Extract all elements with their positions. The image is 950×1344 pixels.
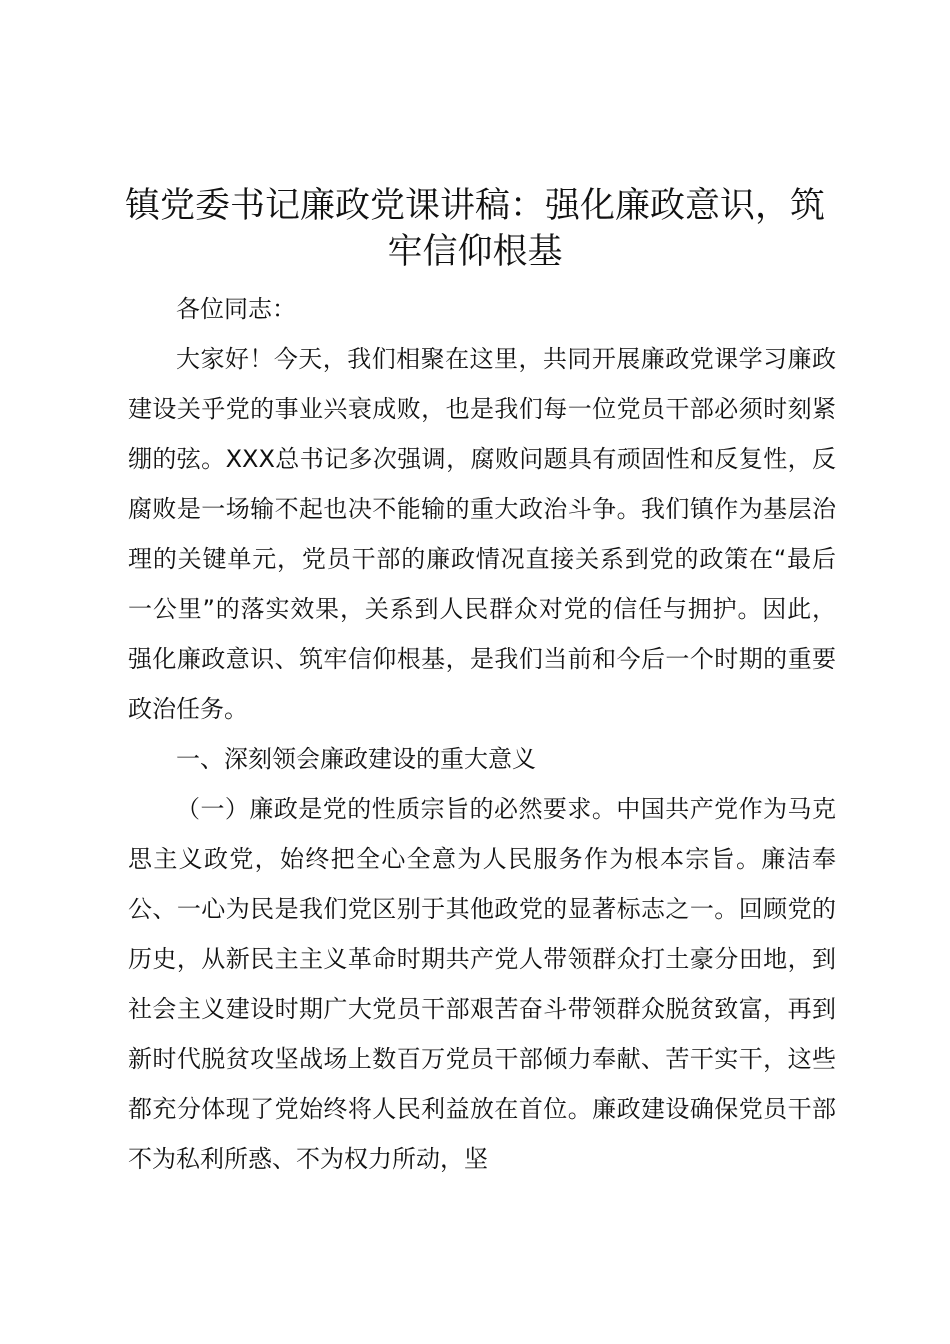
paragraph-intro: 大家好！今天，我们相聚在这里，共同开展廉政党课学习廉政建设关乎党的事业兴衰成败，也是我们每一位党员干部必须时刻紧绷的弦。XXX总书记多次强调，腐败问题具有顽固性和反复性，反腐败是一场输不起也决不能输的重大政治斗争。我们镇作为基层治理的关键单元，党员干部的廉政情况直接关系到党的政策在“最后一公里”的落实效果，关系到人民群众对党的信任与拥护。因此，强化廉政意识、筑牢信仰根基，是我们当前和今后一个时期的重要政治任务。 <box>128 345 836 723</box>
section-heading: 一、深刻领会廉政建设的重大意义 <box>176 745 536 773</box>
document-body <box>128 284 836 1184</box>
salutation: 各位同志： <box>176 295 296 323</box>
document-title: 镇党委书记廉政党课讲稿：强化廉政意识，筑牢信仰根基 <box>124 186 825 272</box>
paragraph-point-one: （一）廉政是党的性质宗旨的必然要求。中国共产党作为马克思主义政党，始终把全心全意为人民服务作为根本宗旨。廉洁奉公、一心为民是我们党区别于其他政党的显著标志之一。回顾党的历史，从新民主主义革命时期共产党人带领群众打土豪分田地，到社会主义建设时期广大党员干部艰苦奋斗带领群众脱贫致富，再到新时代脱贫攻坚战场上数百万党员干部倾力奉献、苦干实干，这些都充分体现了党始终将人民利益放在首位。廉政建设确保党员干部不为私利所惑、不为权力所动，坚 <box>128 795 836 1173</box>
